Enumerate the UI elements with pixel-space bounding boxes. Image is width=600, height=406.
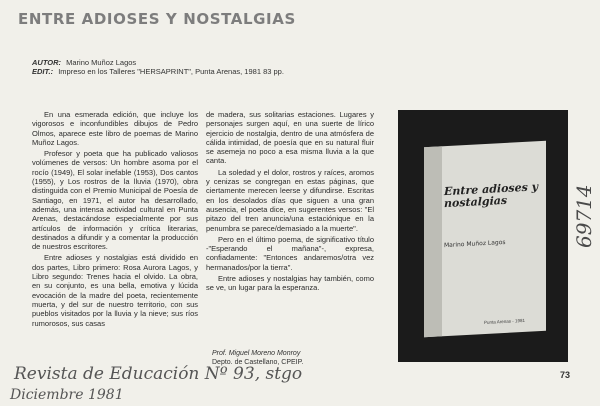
- edition-line: [32, 67, 284, 76]
- handwritten-date: Diciembre 1981: [10, 387, 124, 403]
- book-cover-author: Marino Muñoz Lagos: [444, 238, 506, 250]
- paragraph: de madera, sus solitarias estaciones. Lugares y personajes surgen aquí, en una suerte de lírico ejercicio de nostalgia, dentro de una atmósfera de cálida intimidad, de poesía que en su natural fluir se asemeja no poco a esa misma lluvia a la que canta.: [206, 110, 374, 166]
- text-column-1: [32, 110, 198, 330]
- author-label: AUTOR:: [32, 58, 62, 67]
- book-spine: [424, 146, 442, 337]
- paragraph: Profesor y poeta que ha publicado valiosos volúmenes de versos: Un hombre asoma por el rocío (1949), El solar inefable (1953), Dos cantos (1955), y Los rostros de la lluvia (1970), obra distinguida con el Premio Municipal de Poesía de Santiago, en 1971, el autor ha desarrollado, además, una intensa actividad cultural en Punta Arenas, destacándose especialmente por sus artículos de información y crítica literarias, destinados a difundir y a comentar la producción de nuestros escritores.: [32, 149, 198, 252]
- book-cover-title: Entre adioses y nostalgias: [444, 180, 539, 211]
- page-number: 73: [560, 370, 571, 380]
- author-value: Marino Muñoz Lagos: [66, 58, 137, 67]
- paragraph: Pero en el último poema, de significativo título -"Esperando el mañana"-, expresa, confiadamente: "Entonces andaremos/otra vez hermanados/por la tierra".: [206, 234, 374, 272]
- paragraph: En una esmerada edición, que incluye los vigorosos e inconfundibles dibujos de Pedro Olmos, aparece este libro de poemas de Marino Muñoz Lagos.: [32, 110, 198, 147]
- edition-label: EDIT.:: [32, 67, 54, 76]
- book-cover-publisher: Punta Arenas - 1981: [484, 317, 526, 326]
- handwritten-source: Revista de Educación Nº 93, stgo: [14, 364, 303, 384]
- paragraph: La soledad y el dolor, rostros y raíces, aromos y cenizas se congregan en estas páginas, que ciertamente merecen leerse y difundirse. Escritas en los desolados días que siguen a una gran ausencia, el poeta dice, en sugerentes versos: "El pitazo del tren anuncia/una estaciónique en la penumbra se parece/demasiado a la muerte".: [206, 167, 374, 233]
- author-line: [32, 58, 136, 67]
- text-column-2: [206, 110, 374, 295]
- paragraph: Entre adioses y nostalgias está dividido en dos partes, Libro primero: Rosa Aurora Lagos, y Libro segundo: Trenes hacia el olvido. La obra, en su conjunto, es una bella, emotiva y lúcida evocación de la madre del poeta, recientemente muerta, y del sur de nuestro territorio, con sus pueblos visitados por la lluvia y la nieve; sus ríos rumorosos, sus casas: [32, 253, 198, 328]
- handwritten-margin-number: 69714: [572, 184, 596, 248]
- edition-value: Impreso en los Talleres "HERSAPRINT", Punta Arenas, 1981 83 pp.: [58, 67, 284, 76]
- book-cover: [424, 141, 546, 337]
- article-title: ENTRE ADIOSES Y NOSTALGIAS: [18, 10, 296, 28]
- book-cover-photo: [398, 110, 568, 362]
- reviewer-department: Depto. de Castellano, CPEIP.: [212, 358, 304, 366]
- paragraph: Entre adioses y nostalgias hay también, como se ve, un lugar para la esperanza.: [206, 274, 374, 293]
- reviewer-name: Prof. Miguel Moreno Monroy: [212, 350, 301, 357]
